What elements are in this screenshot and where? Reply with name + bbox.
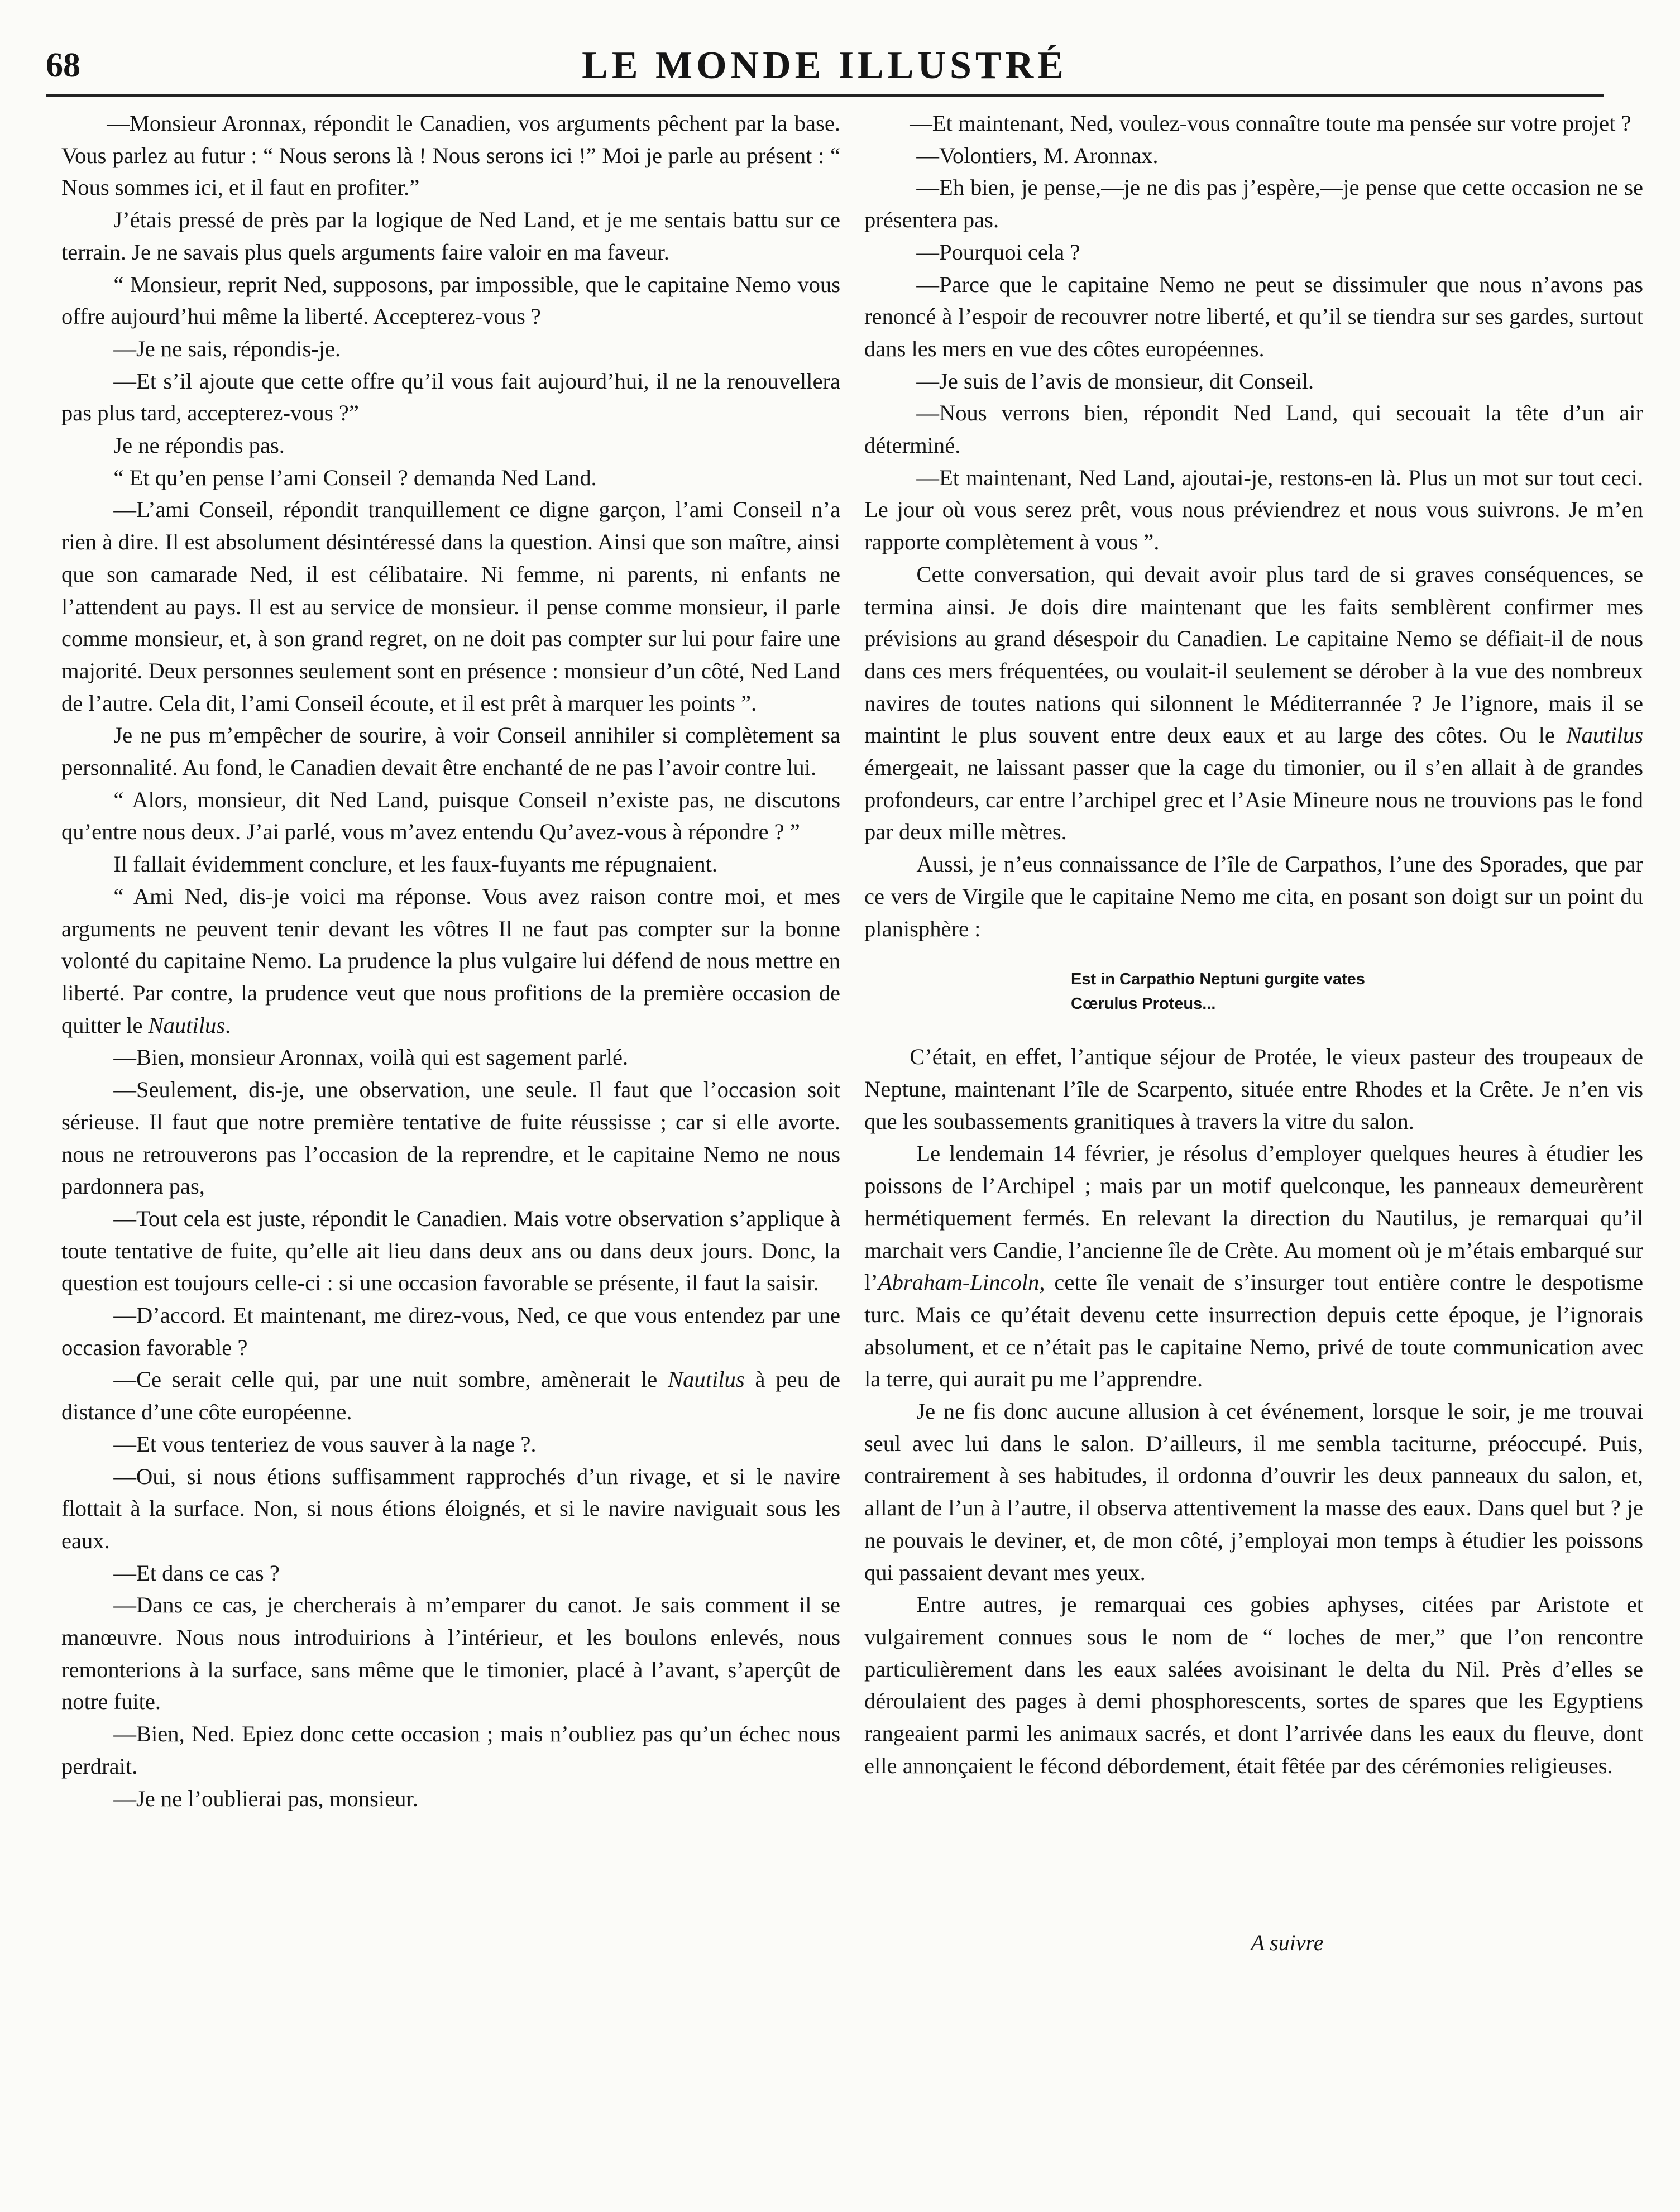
paragraph: “ Et qu’en pense l’ami Conseil ? demanda Ned Land. <box>113 465 597 490</box>
paragraph: —Bien, Ned. Epiez donc cette occasion ; mais n’oubliez pas qu’un échec nous perdrait. <box>61 1721 840 1779</box>
paragraph: —Eh bien, je pense,—je ne dis pas j’espère,—je pense que cette occasion ne se présentera pas. <box>864 175 1643 233</box>
paragraph: Le lendemain 14 février, je résolus d’employer quelques heures à étudier les poissons de l’Archipel ; mais par un motif quelconque, les panneaux demeurèrent hermétiquement fermés. En relevant la direction du Nautilus, je remarquai qu’il marchait vers Candie, l’ancienne île de Crète. Au moment où je m’étais embarqué sur l’Abraham-Lincoln, cette île venait de s’insurger tout entière contre le despotisme turc. Mais ce qu’était devenu cette insurrection depuis cette époque, je l’ignorais absolument, et ce n’était pas le capitaine Nemo, privé de toute communication avec la terre, qui aurait pu me l’apprendre. <box>864 1141 1643 1392</box>
paragraph: Entre autres, je remarquai ces gobies aphyses, citées par Aristote et vulgairement connues sous le nom de “ loches de mer,” que l’on rencontre particulièrement dans les eaux salées avoisinant le delta du Nil. Près d’elles se déroulaient des pages à demi phosphorescents, sortes de spares que les Egyptiens rangeaient parmi les animaux sacrés, et dont l’arrivée dans les eaux du fleuve, dont elle annonçaient le fécond débordement, était fêtée par des cérémonies religieuses. <box>864 1592 1643 1778</box>
paragraph: —Et s’il ajoute que cette offre qu’il vous fait aujourd’hui, il ne la renouvellera pas plus tard, accepterez-vous ?” <box>61 368 840 426</box>
paragraph: —Seulement, dis-je, une observation, une seule. Il faut que l’occasion soit sérieuse. Il faut que notre première tentative de fuite réussisse ; car si elle avorte. nous ne retrouverons pas l’occasion de la reprendre, et le capitaine Nemo ne nous pardonnera pas, <box>61 1077 840 1199</box>
right-column-top-text <box>864 107 1643 945</box>
paragraph: Aussi, je n’eus connaissance de l’île de Carpathos, l’une des Sporades, que par ce vers de Virgile que le capitaine Nemo me cita, en posant son doigt sur un point du planisphère : <box>864 851 1643 941</box>
ship-name: Nautilus <box>1566 722 1643 748</box>
paragraph: Je ne répondis pas. <box>113 433 285 458</box>
paragraph: —Bien, monsieur Aronnax, voilà qui est sagement parlé. <box>113 1045 629 1070</box>
paragraph: “ Monsieur, reprit Ned, supposons, par impossible, que le capitaine Nemo vous offre aujourd’hui même la liberté. Accepterez-vous ? <box>61 271 840 329</box>
masthead: LE MONDE ILLUSTRÉ <box>582 44 1068 87</box>
paragraph: —Je suis de l’avis de monsieur, dit Conseil. <box>916 368 1314 394</box>
paragraph: C’était, en effet, l’antique séjour de Protée, le vieux pasteur des troupeaux de Neptune, maintenant l’île de Scarpento, située entre Rhodes et la Crête. Je n’en vis que les soubassements granitiques à travers la vitre du salon. <box>864 1044 1643 1134</box>
paragraph: —Je ne l’oublierai pas, monsieur. <box>113 1785 418 1811</box>
paragraph: Je ne fis donc aucune allusion à cet événement, lorsque le soir, je me trouvai seul avec lui dans le salon. D’ailleurs, il me sembla taciturne, préoccupé. Puis, contrairement à ses habitudes, il ordonna d’ouvrir les deux panneaux du salon, et, allant de l’un à l’autre, il observa attentivement la masse des eaux. Dans quel but ? je ne pouvais le deviner, et, de mon côté, j’employai mon temps à étudier les poissons qui passaient devant mes yeux. <box>864 1399 1643 1585</box>
paragraph: —Nous verrons bien, répondit Ned Land, qui secouait la tête d’un air déterminé. <box>864 400 1643 458</box>
paragraph: “ Ami Ned, dis-je voici ma réponse. Vous avez raison contre moi, et mes arguments ne peuvent tenir devant les vôtres Il ne faut pas compter sur la bonne volonté du capitaine Nemo. La prudence la plus vulgaire lui défend de nous mettre en liberté. Par contre, la prudence veut que nous profitions de la première occasion de quitter le Nautilus. <box>61 883 840 1038</box>
paragraph: J’étais pressé de près par la logique de Ned Land, et je me sentais battu sur ce terrain. Je ne savais plus quels arguments faire valoir en ma faveur. <box>61 207 840 265</box>
left-column <box>61 107 840 1814</box>
paragraph: —L’ami Conseil, répondit tranquillement ce digne garçon, l’ami Conseil n’a rien à dire. Il est absolument désintéressé dans la question. Ainsi que son maître, ainsi que son camarade Ned, il est célibataire. Ni femme, ni parents, ni enfants ne l’attendent au pays. Il est au service de monsieur. il pense comme monsieur, il parle comme monsieur, et, à son grand regret, on ne doit pas compter sur lui pour faire une majorité. Deux personnes seulement sont en présence : monsieur d’un côté, Ned Land de l’autre. Cela dit, l’ami Conseil écoute, et il est prêt à marquer les points ”. <box>61 497 841 716</box>
paragraph: —Et vous tenteriez de vous sauver à la nage ?. <box>113 1431 537 1457</box>
paragraph: —Je ne sais, répondis-je. <box>113 336 341 361</box>
paragraph: —Pourquoi cela ? <box>916 239 1080 265</box>
verse-line: Cœrulus Proteus... <box>1071 995 1216 1013</box>
page-number: 68 <box>46 46 80 84</box>
to-be-continued: A suivre <box>1251 1930 1324 1956</box>
ship-name: Nautilus <box>668 1367 745 1392</box>
right-column-bottom-text <box>864 1041 1643 1782</box>
latin-verse <box>864 967 1643 1016</box>
paragraph: —Et dans ce cas ? <box>113 1560 280 1586</box>
right-column <box>864 107 1643 1959</box>
paragraph: —Volontiers, M. Aronnax. <box>916 142 1159 168</box>
page-header <box>46 44 1604 97</box>
paragraph: “ Alors, monsieur, dit Ned Land, puisque Conseil n’existe pas, ne discutons qu’entre nous deux. J’ai parlé, vous m’avez entendu Qu’avez-vous à répondre ? ” <box>61 787 840 845</box>
paragraph: Je ne pus m’empêcher de sourire, à voir Conseil annihiler si complètement sa personnalité. Au fond, le Canadien devait être enchanté de ne pas l’avoir contre lui. <box>61 722 840 781</box>
paragraph: —Et maintenant, Ned, voulez-vous connaître toute ma pensée sur votre projet ? <box>910 111 1631 136</box>
ship-name: Abraham-Lincoln <box>878 1270 1040 1295</box>
paragraph: —Monsieur Aronnax, répondit le Canadien, vos arguments pêchent par la base. Vous parlez au futur : “ Nous serons là ! Nous serons ici !” Moi je parle au présent : “ Nous sommes ici, et il faut en profiter.” <box>61 111 840 200</box>
paragraph: —Tout cela est juste, répondit le Canadien. Mais votre observation s’applique à toute tentative de fuite, qu’elle ait lieu dans deux ans ou dans deux jours. Donc, la question est toujours celle-ci : si une occasion favorable se présente, il faut la saisir. <box>61 1205 840 1296</box>
paragraph: Il fallait évidemment conclure, et les faux-fuyants me répugnaient. <box>113 851 718 877</box>
paragraph: Cette conversation, qui devait avoir plus tard de si graves conséquences, se termina ainsi. Je dois dire maintenant que les faits semblèrent confirmer mes prévisions au grand désespoir du Canadien. Le capitaine Nemo se défiait-il de nous dans ces mers fréquentées, ou voulait-il seulement se dérober à la vue des nombreux navires de toutes nations qui silonnent le Méditerrannée ? Je l’ignore, mais il se maintint le plus souvent entre deux eaux et au large des côtes. Ou le Nautilus émergeait, ne laissant passer que la cage du timonier, ou il s’en allait à de grandes profondeurs, car entre l’archipel grec et l’Asie Mineure nous ne trouvions pas le fond par deux mille mètres. <box>864 561 1643 845</box>
paragraph: —Ce serait celle qui, par une nuit sombre, amènerait le Nautilus à peu de distance d’une côte européenne. <box>61 1367 840 1425</box>
ship-name: Nautilus <box>148 1012 226 1038</box>
paragraph: —Dans ce cas, je chercherais à m’emparer du canot. Je sais comment il se manœuvre. Nous nous introduirions à l’intérieur, et les boulons enlevés, nous remonterions à la surface, sans même que le timonier, placé à l’avant, s’aperçût de notre fuite. <box>61 1592 840 1715</box>
paragraph: —Oui, si nous étions suffisamment rapprochés d’un rivage, et si le navire flottait à la surface. Non, si nous étions éloignés, et si le navire naviguait sous les eaux. <box>61 1463 840 1553</box>
paragraph: —Parce que le capitaine Nemo ne peut se dissimuler que nous n’avons pas renoncé à l’espoir de recouvrer notre liberté, et qu’il se tiendra sur ses gardes, surtout dans les mers en vue des côtes européennes. <box>864 271 1643 361</box>
verse-line: Est in Carpathio Neptuni gurgite vates <box>1071 970 1365 989</box>
paragraph: —D’accord. Et maintenant, me direz-vous, Ned, ce que vous entendez par une occasion favorable ? <box>61 1303 840 1360</box>
paragraph: —Et maintenant, Ned Land, ajoutai-je, restons-en là. Plus un mot sur tout ceci. Le jour où vous serez prêt, vous nous préviendrez et nous vous suivrons. Je m’en rapporte complètement à vous ”. <box>864 465 1643 555</box>
